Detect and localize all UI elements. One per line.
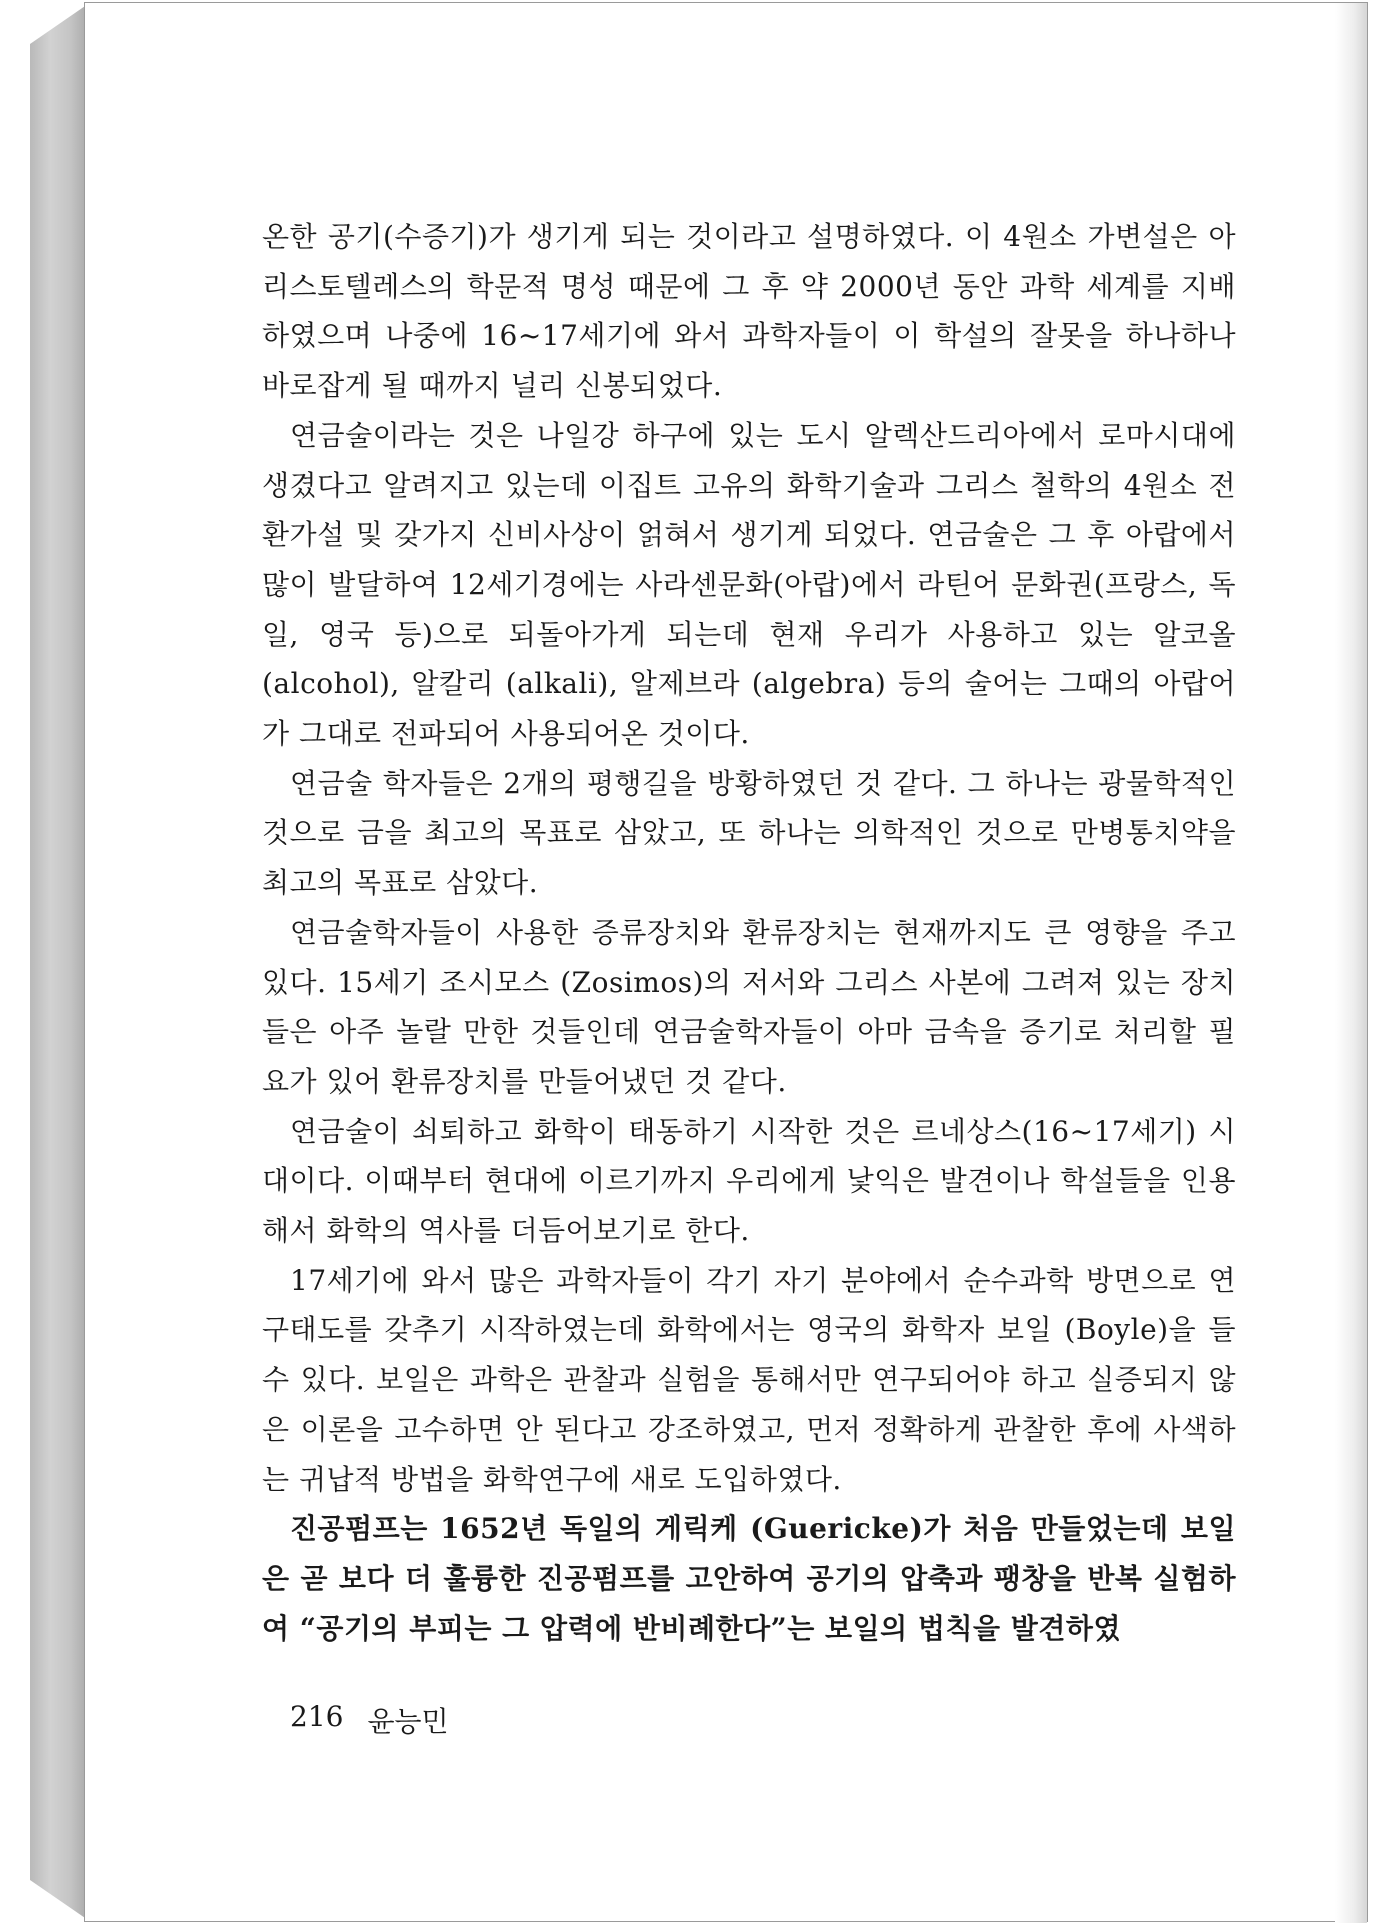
paragraph: 17세기에 와서 많은 과학자들이 각기 자기 분야에서 순수과학 방면으로 연구태도를 갖추기 시작하였는데 화학에서는 영국의 화학자 보일 (Boyle)을 들 수 있다. 보일은 과학은 관찰과 실험을 통해서만 연구되어야 하고 실증되지 않은 이론을 고수하면 안 된다고 강조하였고, 먼저 정확하게 관찰한 후에 사색하는 귀납적 방법을 화학연구에 새로 도입하였다. — [262, 1263, 1236, 1496]
page-number: 216 — [290, 1700, 344, 1733]
running-author: 윤능민 — [367, 1705, 449, 1738]
body-text — [262, 212, 1236, 1653]
paragraph: 연금술이 쇠퇴하고 화학이 태동하기 시작한 것은 르네상스(16~17세기) 시대이다. 이때부터 현대에 이르기까지 우리에게 낯익은 발견이나 학설들을 인용해서 화학의 역사를 더듬어보기로 한다. — [262, 1114, 1236, 1248]
page-footer — [290, 1700, 449, 1740]
paragraph: 연금술학자들이 사용한 증류장치와 환류장치는 현재까지도 큰 영향을 주고 있다. 15세기 조시모스 (Zosimos)의 저서와 그리스 사본에 그려져 있는 장치들은 아주 놀랄 만한 것들인데 연금술학자들이 아마 금속을 증기로 처리할 필요가 있어 환류장치를 만들어냈던 것 같다. — [262, 915, 1236, 1098]
page-edge-shadow — [1335, 3, 1367, 1923]
paragraph: 진공펌프는 1652년 독일의 게릭케 (Guericke)가 처음 만들었는데 보일은 곧 보다 더 훌륭한 진공펌프를 고안하여 공기의 압축과 팽창을 반복 실험하여 “공기의 부피는 그 압력에 반비례한다”는 보일의 법칙을 발견하였 — [262, 1512, 1236, 1645]
paragraph: 연금술이라는 것은 나일강 하구에 있는 도시 알렉산드리아에서 로마시대에 생겼다고 알려지고 있는데 이집트 고유의 화학기술과 그리스 철학의 4원소 전환가설 및 갖가지 신비사상이 얽혀서 생기게 되었다. 연금술은 그 후 아랍에서 많이 발달하여 12세기경에는 사라센문화(아랍)에서 라틴어 문화권(프랑스, 독일, 영국 등)으로 되돌아가게 되는데 현재 우리가 사용하고 있는 알코올 (alcohol), 알칼리 (alkali), 알제브라 (algebra) 등의 술어는 그때의 아랍어가 그대로 전파되어 사용되어온 것이다. — [262, 418, 1236, 751]
paragraph: 연금술 학자들은 2개의 평행길을 방황하였던 것 같다. 그 하나는 광물학적인 것으로 금을 최고의 목표로 삼았고, 또 하나는 의학적인 것으로 만병통치약을 최고의 목표로 삼았다. — [262, 766, 1236, 900]
paragraph: 온한 공기(수증기)가 생기게 되는 것이라고 설명하였다. 이 4원소 가변설은 아리스토텔레스의 학문적 명성 때문에 그 후 약 2000년 동안 과학 세계를 지배하였으며 나중에 16~17세기에 와서 과학자들이 이 학설의 잘못을 하나하나 바로잡게 될 때까지 널리 신봉되었다. — [262, 220, 1236, 403]
book-spine — [30, 4, 88, 1920]
